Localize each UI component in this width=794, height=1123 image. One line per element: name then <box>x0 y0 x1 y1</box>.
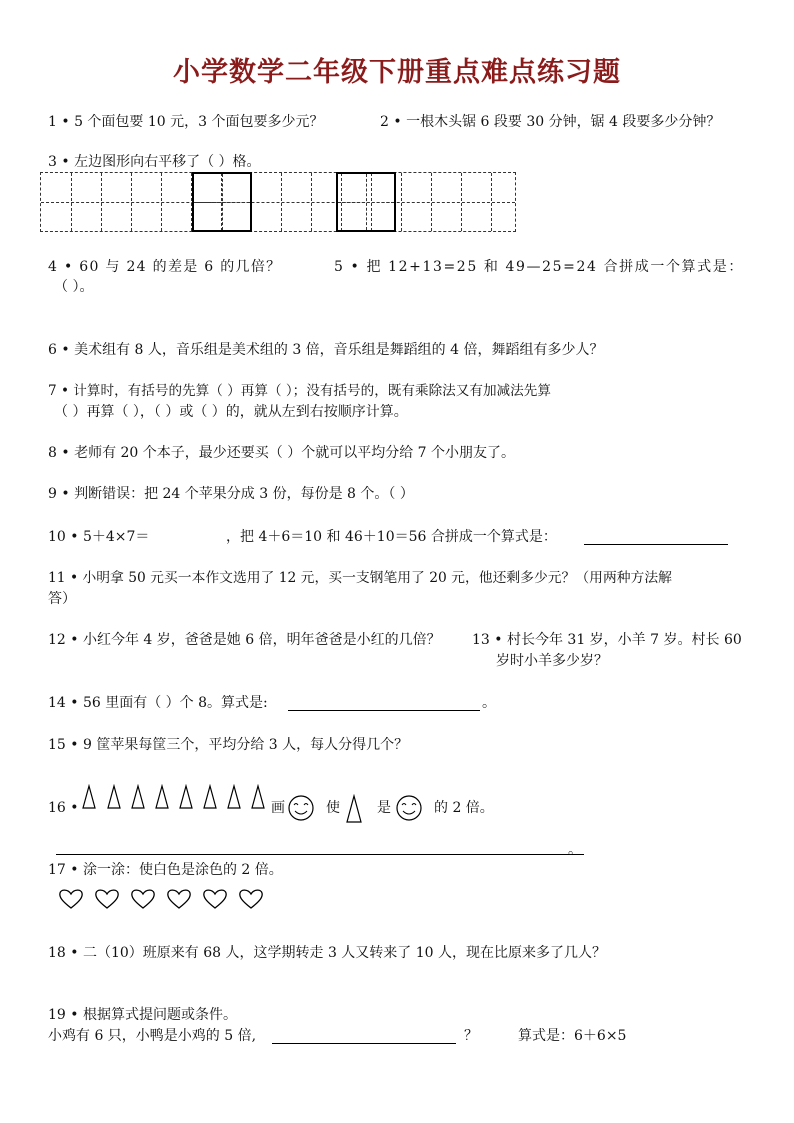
triangle-icon <box>228 786 240 808</box>
question-14: 14 • 56 里面有（ ）个 8。算式是: <box>48 695 268 711</box>
original-square <box>192 172 252 232</box>
question-19: 19 • 根据算式提问题或条件。 <box>48 1007 237 1023</box>
answer-line <box>56 838 584 855</box>
answer-line <box>272 1027 456 1044</box>
question-14-end: 。 <box>482 695 496 711</box>
question-6: 6 • 美术组有 8 人，音乐组是美术组的 3 倍，音乐组是舞蹈组的 4 倍，舞蹈组有多少人？ <box>48 342 604 358</box>
question-15: 15 • 9 筐苹果每筐三个，平均分给 3 人，每人分得几个？ <box>48 737 409 753</box>
question-16-period: 。 <box>568 842 582 858</box>
question-17: 17 • 涂一涂：使白色是涂色的 2 倍。 <box>48 862 283 878</box>
triangle-icon <box>252 786 264 808</box>
moved-square <box>336 172 396 232</box>
triangle-icon <box>156 786 168 808</box>
question-16-end: 的 2 倍。 <box>434 800 494 816</box>
triangle-icon <box>344 794 364 824</box>
question-19-formula: 算式是：6＋6×5 <box>518 1028 627 1044</box>
answer-line <box>584 528 728 545</box>
question-16: 16 • <box>48 800 79 816</box>
heart-icon <box>60 890 82 908</box>
question-10-part-2: ，把 4＋6＝10 和 46＋10＝56 合拼成一个算式是： <box>226 529 557 545</box>
question-7-line-2: （ ）再算（ ），（ ）或（ ）的，就从左到右按顺序计算。 <box>54 404 408 420</box>
smiley-icon <box>287 794 315 822</box>
question-16-is: 是 <box>377 800 391 816</box>
triangle-icon <box>83 786 95 808</box>
heart-icon <box>204 890 226 908</box>
question-13: 13 • 村长今年 31 岁，小羊 7 岁。村长 60 <box>472 632 742 648</box>
triangle-icon <box>108 786 120 808</box>
heart-row <box>58 888 270 912</box>
question-7-line-1: 7 • 计算时，有括号的先算（ ）再算（ ）；没有括号的，既有乘除法又有加减法先算 <box>48 383 551 399</box>
question-11-cont: 答） <box>48 591 76 607</box>
question-12: 12 • 小红今年 4 岁，爸爸是她 6 倍，明年爸爸是小红的几倍？ <box>48 632 441 648</box>
question-10: 10 • 5＋4×7＝ <box>48 529 150 545</box>
question-18: 18 • 二（10）班原来有 68 人，这学期转走 3 人又转来了 10 人，现在比原来多了几人？ <box>48 945 607 961</box>
heart-icon <box>132 890 154 908</box>
question-3: 3 • 左边图形向右平移了（ ）格。 <box>48 154 261 170</box>
heart-icon <box>96 890 118 908</box>
page-title: 小学数学二年级下册重点难点练习题 <box>173 57 621 88</box>
dashed-grid <box>40 172 516 232</box>
smiley-icon <box>395 794 423 822</box>
question-11: 11 • 小明拿 50 元买一本作文选用了 12 元，买一支钢笔用了 20 元，他还剩多少元？（用两种方法解 <box>48 570 672 586</box>
question-1: 1 • 5 个面包要 10 元，3 个面包要多少元？ <box>48 114 324 130</box>
question-9: 9 • 判断错误：把 24 个苹果分成 3 份，每份是 8 个。（ ） <box>48 486 414 502</box>
heart-icon <box>240 890 262 908</box>
triangle-icon <box>132 786 144 808</box>
answer-line <box>288 694 480 711</box>
heart-icon <box>168 890 190 908</box>
question-2: 2 • 一根木头锯 6 段要 30 分钟，锯 4 段要多少分钟？ <box>380 114 721 130</box>
question-5-answer: （ ）。 <box>54 279 94 295</box>
question-16-make: 使 <box>326 800 340 816</box>
question-8: 8 • 老师有 20 个本子，最少还要买（ ）个就可以平均分给 7 个小朋友了。 <box>48 445 516 461</box>
question-19-mark: ？ <box>464 1028 478 1044</box>
question-19-cont: 小鸡有 6 只，小鸭是小鸡的 5 倍, <box>48 1028 257 1044</box>
question-16-draw: 画 <box>271 800 285 816</box>
triangle-row <box>80 784 270 810</box>
question-4: 4 • 60 与 24 的差是 6 的几倍？ <box>48 259 282 275</box>
triangle-icon <box>204 786 216 808</box>
question-5: 5 • 把 12+13=25 和 49—25=24 合拼成一个算式是： <box>334 259 744 275</box>
question-13-cont: 岁时小羊多少岁？ <box>496 653 608 669</box>
triangle-icon <box>180 786 192 808</box>
